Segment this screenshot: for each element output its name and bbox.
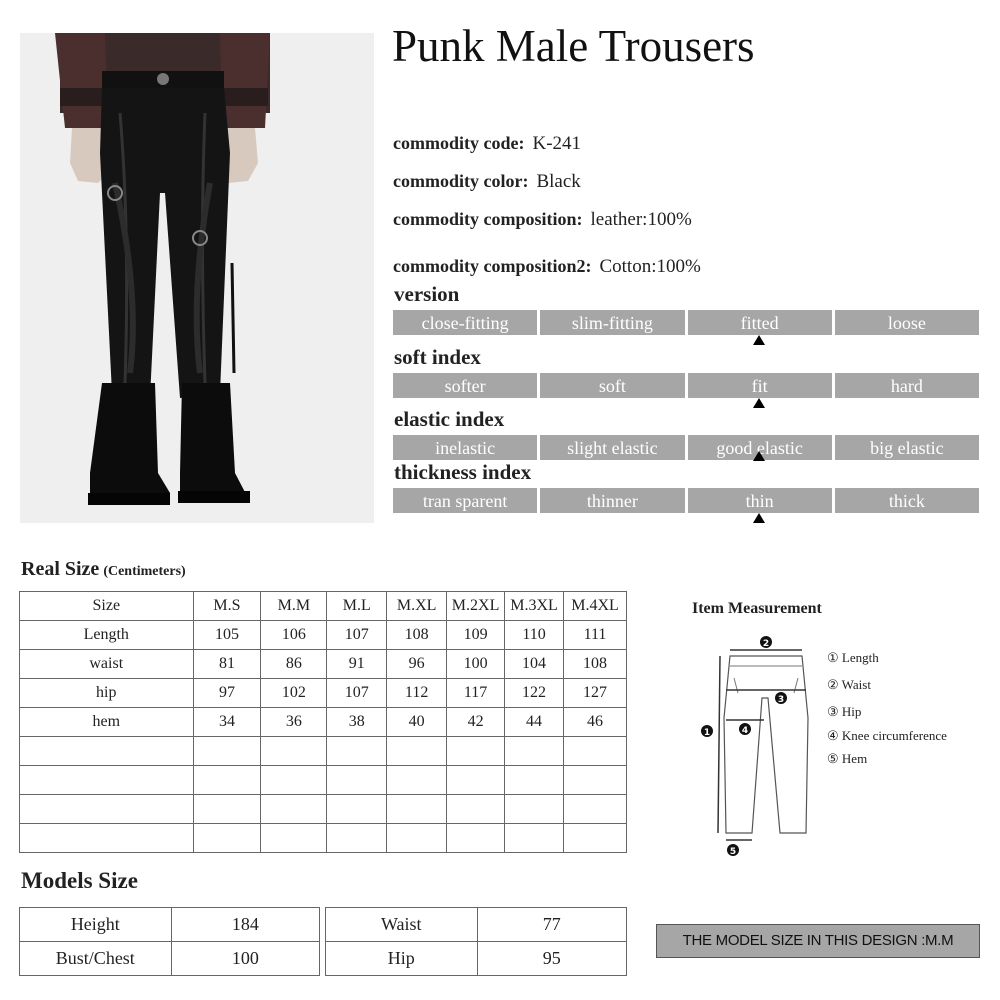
table-cell: waist [20, 650, 194, 679]
legend-label: Hem [841, 751, 868, 766]
index-option: big elastic [835, 435, 979, 460]
table-cell [193, 737, 261, 766]
legend-knee [827, 728, 947, 744]
real-size-heading [21, 558, 186, 581]
model-value: 77 [477, 908, 626, 942]
table-cell [261, 737, 327, 766]
index-option: fit [688, 373, 832, 398]
model-label: Height [20, 908, 172, 942]
table-header-cell: M.4XL [564, 592, 627, 621]
legend-hem [827, 751, 867, 767]
table-cell [564, 795, 627, 824]
product-photo [20, 33, 374, 523]
diagram-number: 5 [729, 847, 737, 857]
model-value: 184 [171, 908, 319, 942]
index-row-soft [393, 373, 979, 398]
table-cell: hem [20, 708, 194, 737]
model-label: Hip [326, 942, 478, 976]
index-title-soft: soft index [394, 345, 481, 369]
table-cell [20, 795, 194, 824]
table-cell [327, 737, 387, 766]
model-value: 95 [477, 942, 626, 976]
selected-marker-icon [753, 398, 765, 408]
index-option: loose [835, 310, 979, 335]
table-row [20, 737, 627, 766]
spec-value: Black [536, 171, 581, 192]
table-cell [447, 795, 505, 824]
table-row [20, 795, 627, 824]
table-header-cell: M.S [193, 592, 261, 621]
legend-length [827, 650, 879, 666]
table-cell: 34 [193, 708, 261, 737]
table-cell [261, 766, 327, 795]
table-cell: 111 [564, 621, 627, 650]
table-cell: 100 [447, 650, 505, 679]
index-title-elastic: elastic index [394, 407, 505, 431]
table-header-cell: M.M [261, 592, 327, 621]
table-cell: hip [20, 679, 194, 708]
table-cell [20, 824, 194, 853]
table-cell: 81 [193, 650, 261, 679]
table-cell: 109 [447, 621, 505, 650]
index-title-thickness: thickness index [394, 460, 532, 484]
table-cell: 117 [447, 679, 505, 708]
table-cell [387, 795, 447, 824]
spec-commodity-color [393, 171, 581, 193]
legend-label: Knee circumference [841, 728, 947, 743]
table-cell [564, 766, 627, 795]
table-cell [387, 824, 447, 853]
table-cell: 108 [564, 650, 627, 679]
table-cell: 107 [327, 679, 387, 708]
spec-commodity-composition [393, 209, 692, 231]
table-cell [387, 737, 447, 766]
table-row [20, 621, 627, 650]
legend-number: ③ [827, 704, 839, 719]
legend-label: Waist [841, 677, 871, 692]
table-cell: 112 [387, 679, 447, 708]
table-cell: 36 [261, 708, 327, 737]
spec-value: leather:100% [590, 209, 692, 230]
table-cell [327, 824, 387, 853]
table-row [20, 908, 320, 942]
index-option: slight elastic [540, 435, 684, 460]
index-option: tran sparent [393, 488, 537, 513]
real-size-title: Real Size [21, 558, 100, 580]
legend-number: ① [827, 650, 839, 665]
table-row [20, 824, 627, 853]
spec-label: commodity composition: [393, 209, 583, 229]
model-size-note: THE MODEL SIZE IN THIS DESIGN :M.M [656, 924, 980, 958]
table-cell [564, 737, 627, 766]
table-cell: 104 [505, 650, 564, 679]
table-cell [447, 766, 505, 795]
table-row [20, 942, 320, 976]
spec-value: Cotton:100% [599, 256, 701, 277]
table-row [326, 908, 627, 942]
table-cell [327, 795, 387, 824]
selected-marker-icon [753, 451, 765, 461]
table-cell [505, 766, 564, 795]
table-cell [447, 824, 505, 853]
model-label: Waist [326, 908, 478, 942]
legend-number: ④ [827, 728, 839, 743]
measurement-diagram [690, 628, 820, 862]
table-cell [505, 795, 564, 824]
table-cell [193, 824, 261, 853]
spec-commodity-code [393, 133, 581, 155]
table-cell: 38 [327, 708, 387, 737]
selected-marker-icon [753, 513, 765, 523]
index-option: fitted [688, 310, 832, 335]
index-title-version: version [394, 282, 460, 306]
table-row [20, 650, 627, 679]
table-cell: 108 [387, 621, 447, 650]
index-option: soft [540, 373, 684, 398]
table-header-cell: Size [20, 592, 194, 621]
spec-commodity-composition2 [393, 256, 701, 278]
table-row [20, 679, 627, 708]
item-measurement-title: Item Measurement [692, 600, 822, 617]
index-row-version [393, 310, 979, 335]
index-option: thin [688, 488, 832, 513]
index-option: slim-fitting [540, 310, 684, 335]
table-cell: 107 [327, 621, 387, 650]
diagram-number: 3 [777, 695, 785, 705]
index-option: softer [393, 373, 537, 398]
index-option: hard [835, 373, 979, 398]
table-cell: 44 [505, 708, 564, 737]
table-cell [505, 824, 564, 853]
spec-value: K-241 [532, 133, 582, 154]
model-value: 100 [171, 942, 319, 976]
table-cell [327, 766, 387, 795]
models-table-right [325, 907, 627, 976]
table-header-row [20, 592, 627, 621]
table-cell [20, 766, 194, 795]
table-cell [261, 824, 327, 853]
size-table [19, 591, 627, 853]
table-cell: 122 [505, 679, 564, 708]
table-cell: 91 [327, 650, 387, 679]
legend-number: ⑤ [827, 751, 839, 766]
table-cell: 110 [505, 621, 564, 650]
table-cell [193, 766, 261, 795]
table-header-cell: M.L [327, 592, 387, 621]
table-cell: 97 [193, 679, 261, 708]
legend-label: Length [841, 650, 879, 665]
index-option: inelastic [393, 435, 537, 460]
legend-number: ② [827, 677, 839, 692]
table-row [20, 708, 627, 737]
table-cell: 86 [261, 650, 327, 679]
legend-hip [827, 704, 861, 720]
index-option: thick [835, 488, 979, 513]
table-header-cell: M.2XL [447, 592, 505, 621]
table-header-cell: M.XL [387, 592, 447, 621]
legend-waist [827, 677, 871, 693]
index-option: thinner [540, 488, 684, 513]
selected-marker-icon [753, 335, 765, 345]
legend-label: Hip [841, 704, 862, 719]
index-row-elastic [393, 435, 979, 460]
table-cell [387, 766, 447, 795]
index-option: close-fitting [393, 310, 537, 335]
diagram-number: 4 [741, 726, 749, 736]
table-cell [447, 737, 505, 766]
table-cell [564, 824, 627, 853]
table-cell [261, 795, 327, 824]
diagram-number: 2 [762, 639, 770, 649]
product-title: Punk Male Trousers [392, 21, 755, 71]
table-cell [505, 737, 564, 766]
spec-label: commodity composition2: [393, 256, 592, 276]
table-cell: Length [20, 621, 194, 650]
models-table-left [19, 907, 320, 976]
models-size-title: Models Size [21, 868, 138, 893]
table-row [20, 766, 627, 795]
index-row-thickness [393, 488, 979, 513]
table-cell: 42 [447, 708, 505, 737]
model-label: Bust/Chest [20, 942, 172, 976]
table-header-cell: M.3XL [505, 592, 564, 621]
table-cell [20, 737, 194, 766]
table-cell: 40 [387, 708, 447, 737]
table-cell: 127 [564, 679, 627, 708]
table-cell: 102 [261, 679, 327, 708]
table-cell: 46 [564, 708, 627, 737]
table-row [326, 942, 627, 976]
spec-label: commodity color: [393, 171, 529, 191]
diagram-number: 1 [703, 728, 711, 738]
table-cell: 105 [193, 621, 261, 650]
table-cell [193, 795, 261, 824]
index-option: good elastic [688, 435, 832, 460]
spec-label: commodity code: [393, 133, 525, 153]
table-cell: 96 [387, 650, 447, 679]
real-size-unit: (Centimeters) [103, 564, 186, 579]
table-cell: 106 [261, 621, 327, 650]
